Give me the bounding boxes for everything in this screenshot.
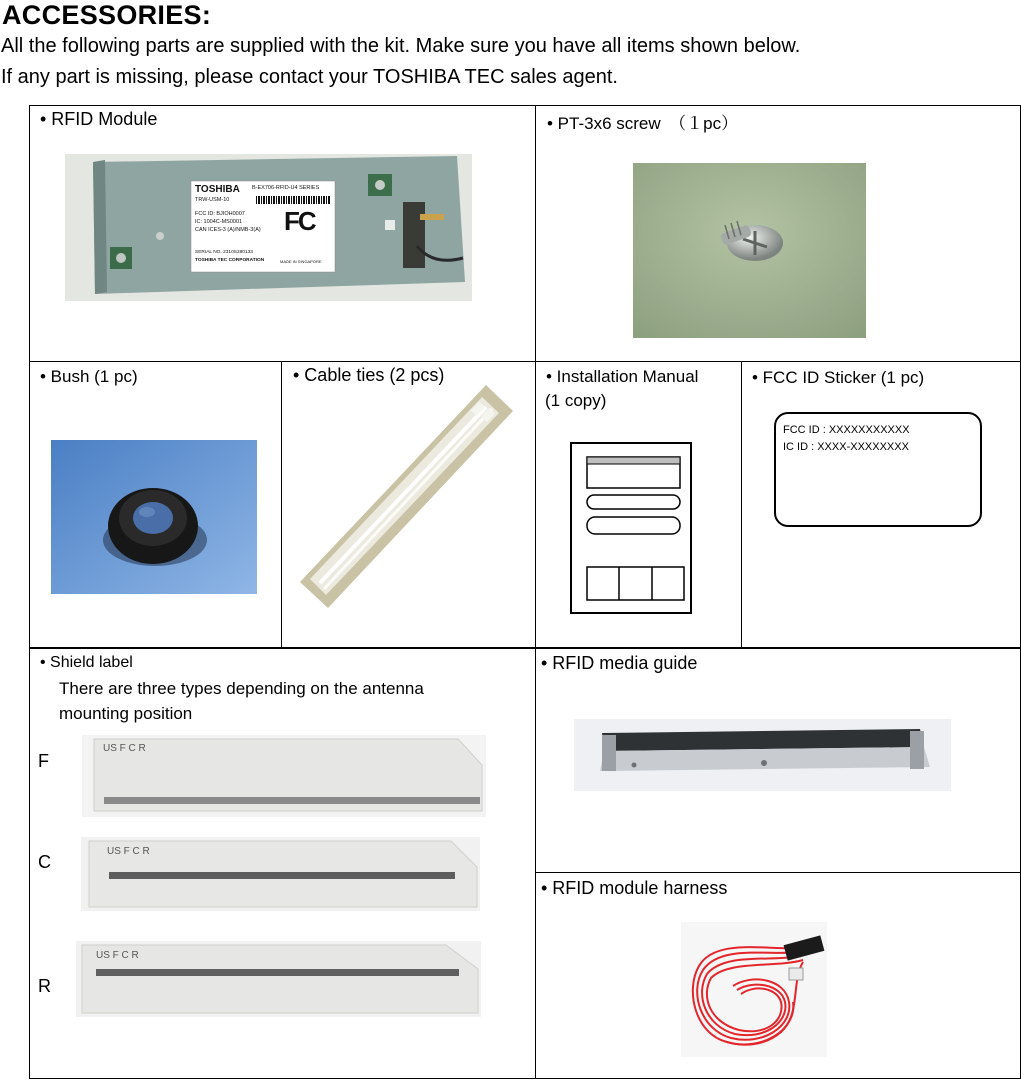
fcc-sticker xyxy=(774,412,982,527)
shield-variant-letter: C xyxy=(38,852,51,872)
fcc-sticker-line-1: FCC ID : XXXXXXXXXXX xyxy=(783,424,910,436)
media-guide-label: • RFID media guide xyxy=(541,653,698,673)
media-guide-photo xyxy=(574,719,951,791)
table-border-left xyxy=(29,105,30,1079)
cable-ties-label: • Cable ties (2 pcs) xyxy=(293,365,445,385)
bush-photo xyxy=(51,440,257,594)
fcc-sticker-line-2: IC ID : XXXX-XXXXXXXX xyxy=(783,441,909,453)
table-row-divider xyxy=(535,872,1021,873)
screw-photo xyxy=(633,163,866,338)
intro-line-1: All the following parts are supplied with the kit. Make sure you have all items shown below. xyxy=(1,35,801,57)
harness-photo xyxy=(681,922,827,1057)
nameplate-model: TRW-USM-10 xyxy=(195,197,230,203)
table-col-divider xyxy=(535,105,536,1079)
rfid-module-label: • RFID Module xyxy=(40,109,158,129)
table-border-bottom xyxy=(29,1078,1021,1079)
shield-label-desc-line1: There are three types depending on the antenna xyxy=(59,679,424,698)
manual-label-line2: (1 copy) xyxy=(545,391,607,410)
harness-label: • RFID module harness xyxy=(541,878,728,898)
barcode xyxy=(256,196,330,204)
page-title: ACCESSORIES: xyxy=(2,0,212,30)
shield-label-f-print: US F C R xyxy=(103,743,146,754)
nameplate-ic: IC: 1004C-MS0001 xyxy=(195,219,243,225)
table-row-divider xyxy=(29,647,1021,649)
shield-label-r-photo xyxy=(76,941,481,1017)
screw-label: • PT-3x6 screw （１pc） xyxy=(547,114,739,133)
shield-label-c-print: US F C R xyxy=(107,846,150,857)
shield-label-r-print: US F C R xyxy=(96,950,139,961)
manual-label-line1: • Installation Manual xyxy=(546,367,699,386)
shield-variant-letter: F xyxy=(38,751,49,771)
cable-ties-photo xyxy=(300,385,513,608)
table-col-divider xyxy=(741,361,742,648)
nameplate-series: B-EX706-RFID-U4 SERIES xyxy=(252,185,320,191)
shield-label-c-photo xyxy=(81,837,480,911)
fcc-sticker-label: • FCC ID Sticker (1 pc) xyxy=(752,368,925,387)
shield-label-desc-line2: mounting position xyxy=(59,704,193,723)
nameplate-serial: SERIAL NO. 2310S280133 xyxy=(195,250,253,255)
table-border-top xyxy=(29,105,1021,106)
table-col-divider xyxy=(281,361,282,648)
fcc-logo: FC xyxy=(284,206,315,236)
nameplate-made-in: MADE IN SINGAPORE xyxy=(280,259,322,264)
nameplate-fcc-id: FCC ID: BJIOH0007 xyxy=(195,211,245,217)
manual-illustration xyxy=(570,442,692,614)
shield-variant-letter: R xyxy=(38,976,51,996)
shield-label-f-photo xyxy=(82,735,486,817)
nameplate-maker: TOSHIBA TEC CORPORATION xyxy=(195,258,265,263)
bush-label: • Bush (1 pc) xyxy=(40,367,138,386)
nameplate-ces: CAN ICES-3 (A)/NMB-3(A) xyxy=(195,227,261,233)
shield-label-label: • Shield label xyxy=(40,654,133,671)
table-row-divider xyxy=(29,361,1021,362)
intro-line-2: If any part is missing, please contact your TOSHIBA TEC sales agent. xyxy=(1,66,618,88)
rfid-nameplate xyxy=(194,184,334,270)
rfid-module-photo xyxy=(65,154,472,301)
nameplate-brand: TOSHIBA xyxy=(195,184,240,195)
